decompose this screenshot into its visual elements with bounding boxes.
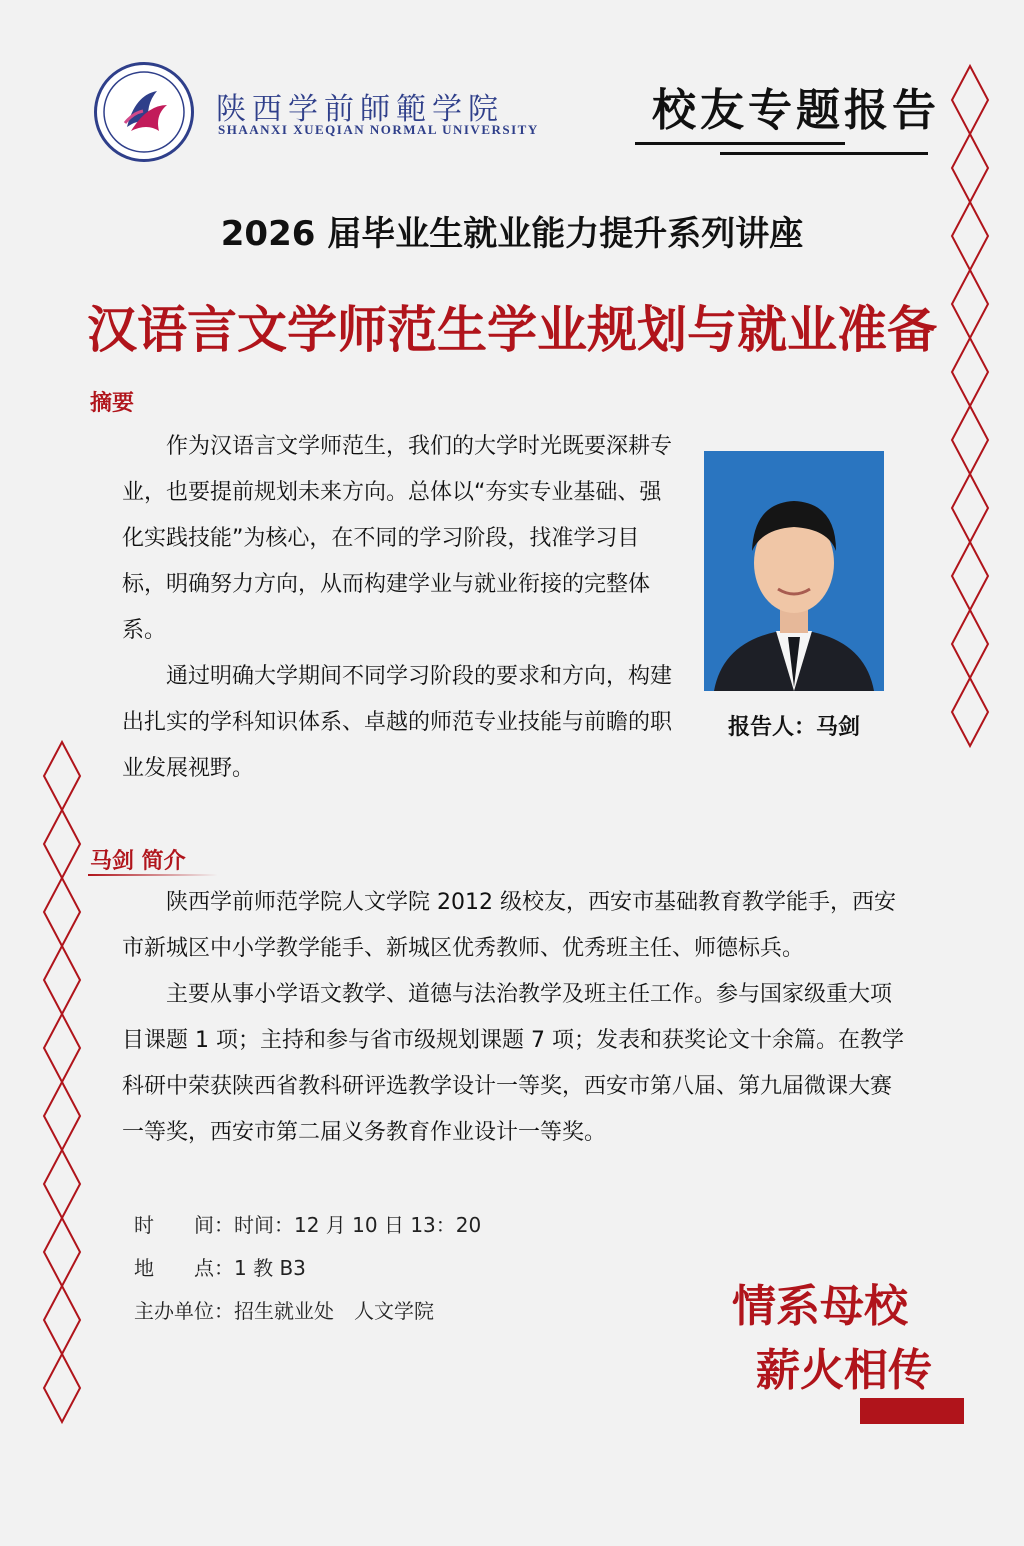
abstract-heading: 摘要 <box>90 391 135 416</box>
time-row <box>134 1209 481 1238</box>
abstract-paragraph: 作为汉语言文学师范生，我们的大学时光既要深耕专业，也要提前规划未来方向。总体以“夯实专业基础、强化实践技能”为核心，在不同的学习阶段，找准学习目标，明确努力方向，从而构建学业与就业衔接的完整体系。 <box>122 434 673 643</box>
diamond-ornament-icon <box>44 1218 80 1286</box>
abstract-paragraph: 通过明确大学期间不同学习阶段的要求和方向，构建出扎实的学科知识体系、卓越的师范专业技能与前瞻的职业发展视野。 <box>122 664 673 781</box>
university-name-cn: 陕西学前師範学院 <box>216 92 504 127</box>
divider-line <box>635 142 845 145</box>
abstract-text <box>122 424 672 792</box>
diamond-ornament-icon <box>952 542 988 610</box>
slogan-line-1: 情系母校 <box>732 1281 908 1332</box>
organizer-label: 主办单位： <box>134 1299 234 1323</box>
diamond-ornament-icon <box>44 946 80 1014</box>
diamond-ornament-icon <box>952 66 988 134</box>
diamond-ornament-icon <box>952 202 988 270</box>
diamond-ornament-icon <box>952 406 988 474</box>
organizer-row <box>134 1295 434 1324</box>
diamond-ornament-icon <box>952 678 988 746</box>
place-row <box>134 1252 306 1281</box>
diamond-ornament-icon <box>952 134 988 202</box>
logo-emblem-icon <box>97 65 191 159</box>
diamond-ornament-icon <box>952 474 988 542</box>
reporter-photo <box>704 451 884 691</box>
bio-paragraph: 陕西学前师范学院人文学院 2012 级校友，西安市基础教育教学能手，西安市新城区中小学教学能手、新城区优秀教师、优秀班主任、师德标兵。 <box>122 890 896 961</box>
organizer-value: 招生就业处 人文学院 <box>234 1299 434 1323</box>
divider-line <box>720 152 928 155</box>
main-title: 汉语言文学师范生学业规划与就业准备 <box>87 301 937 359</box>
reporter-label: 报告人：马剑 <box>727 715 860 740</box>
place-value: 1 教 B3 <box>234 1256 306 1280</box>
diamond-ornament-icon <box>44 810 80 878</box>
place-label: 地 点： <box>134 1256 234 1280</box>
bio-paragraph: 主要从事小学语文教学、道德与法治教学及班主任工作。参与国家级重大项目课题 1 项；主持和参与省市级规划课题 7 项；发表和获奖论文十余篇。在教学科研中荣获陕西省教科研评选教学设计一等奖，西安市第八届、第九届微课大赛一等奖，西安市第二届义务教育作业设计一等奖。 <box>122 982 904 1145</box>
diamond-ornament-icon <box>44 1150 80 1218</box>
time-value: 时间：12 月 10 日 13：20 <box>234 1213 482 1237</box>
decorative-red-bar <box>860 1398 964 1424</box>
diamond-ornament-icon <box>952 270 988 338</box>
diamond-chain-right <box>950 64 990 754</box>
diamond-ornament-icon <box>44 878 80 946</box>
series-title: 2026 届毕业生就业能力提升系列讲座 <box>220 214 804 254</box>
time-label: 时 间： <box>134 1213 234 1237</box>
slogan-line-2: 薪火相传 <box>756 1345 932 1396</box>
diamond-ornament-icon <box>952 338 988 406</box>
university-name-en: SHAANXI XUEQIAN NORMAL UNIVERSITY <box>218 122 539 137</box>
bio-underline <box>88 874 218 876</box>
diamond-ornament-icon <box>44 1082 80 1150</box>
report-tag: 校友专题报告 <box>652 85 940 136</box>
bio-heading: 马剑 简介 <box>90 849 186 874</box>
diamond-ornament-icon <box>44 1286 80 1354</box>
diamond-ornament-icon <box>44 1354 80 1422</box>
diamond-ornament-icon <box>952 610 988 678</box>
diamond-chain-left <box>42 740 82 1430</box>
diamond-ornament-icon <box>44 742 80 810</box>
university-logo <box>94 62 194 162</box>
person-portrait-icon <box>704 451 884 691</box>
diamond-ornament-icon <box>44 1014 80 1082</box>
bio-text <box>122 880 912 1156</box>
